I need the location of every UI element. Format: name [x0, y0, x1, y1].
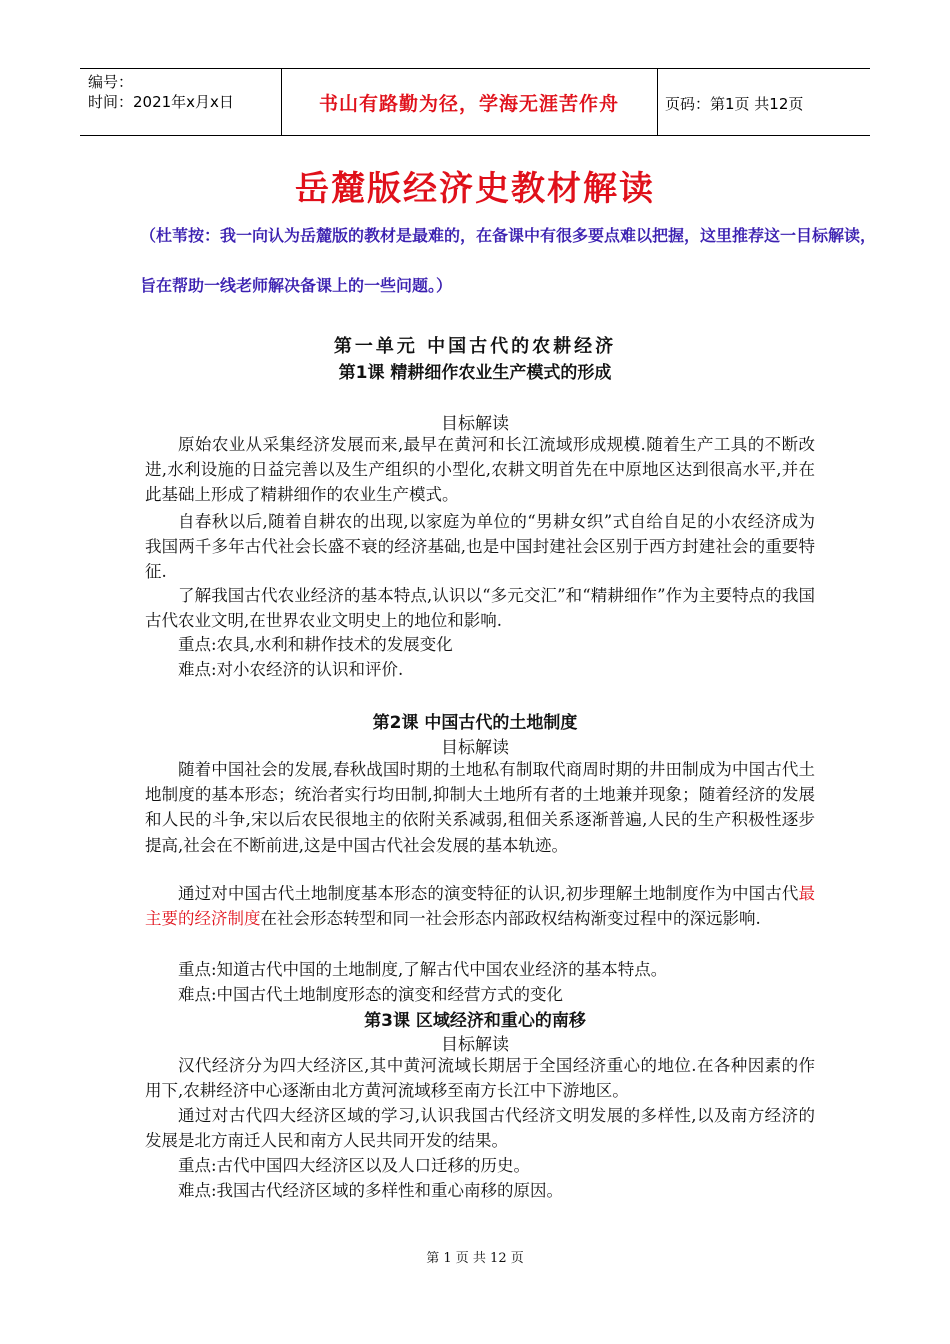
lesson-3-key-point: 重点:古代中国四大经济区以及人口迁移的历史。	[178, 1156, 531, 1175]
editor-note-line-2: 旨在帮助一线老师解决备课上的一些问题。）	[140, 276, 453, 295]
editor-note-line-1: （杜苇按：我一向认为岳麓版的教材是最难的，在备课中有很多要点难以把握，这里推荐这一目标解读，	[140, 226, 877, 245]
lesson-1-key-point: 重点:农具,水利和耕作技术的发展变化	[178, 635, 453, 654]
page-info: 页码：第1页 共12页	[665, 95, 804, 113]
lesson-1-para-1: 原始农业从采集经济发展而来,最早在黄河和长江流域形成规模.随着生产工具的不断改进,水利设施的日益完善以及生产组织的小型化,农耕文明首先在中原地区达到很高水平,并在此基础上形成了精耕细作的农业生产模式。	[145, 435, 815, 505]
lesson-3-title: 第3课 区域经济和重心的南移	[364, 1011, 586, 1031]
time-label: 时间：2021年x月x日	[88, 93, 234, 111]
lesson-1-difficult-point: 难点:对小农经济的认识和评价.	[178, 660, 404, 679]
lesson-1-goal-heading: 目标解读	[441, 414, 509, 434]
lesson-2-para-2-a: 通过对中国古代土地制度基本形态的演变特征的认识,初步理解土地制度作为中国古代	[178, 884, 799, 903]
unit-title: 第一单元 中国古代的农耕经济	[333, 336, 617, 357]
lesson-3-difficult-point: 难点:我国古代经济区域的多样性和重心南移的原因。	[178, 1181, 564, 1200]
page-footer: 第 1 页 共 12 页	[426, 1251, 524, 1266]
motto: 书山有路勤为径，学海无涯苦作舟	[318, 93, 619, 115]
lesson-1-para-2: 自春秋以后,随着自耕农的出现,以家庭为单位的“男耕女织”式自给自足的小农经济成为我国两千多年古代社会长盛不衰的经济基础,也是中国封建社会区别于西方封建社会的重要特征.	[145, 512, 815, 582]
lesson-2-goal-heading: 目标解读	[441, 738, 509, 758]
header-left-cell	[80, 69, 282, 135]
header-right-cell	[657, 69, 870, 135]
header-center-cell	[281, 69, 658, 135]
lesson-2-para-1: 随着中国社会的发展,春秋战国时期的土地私有制取代商周时期的井田制成为中国古代土地制度的基本形态；统治者实行均田制,抑制大土地所有者的土地兼并现象；随着经济的发展和人民的斗争,宋以后农民很地主的依附关系减弱,租佃关系逐渐普遍,人民的生产积极性逐步提高,社会在不断前进,这是中国古代社会发展的基本轨迹。	[145, 760, 815, 855]
lesson-3-para-1: 汉代经济分为四大经济区,其中黄河流域长期居于全国经济重心的地位.在各种因素的作用下,农耕经济中心逐渐由北方黄河流域移至南方长江中下游地区。	[145, 1056, 815, 1101]
lesson-3-goal-heading: 目标解读	[441, 1035, 509, 1055]
lesson-2-difficult-point: 难点:中国古代土地制度形态的演变和经营方式的变化	[178, 985, 564, 1004]
page-title: 岳麓版经济史教材解读	[295, 169, 655, 209]
lesson-2-para-2	[145, 881, 815, 931]
number-label: 编号：	[88, 73, 134, 91]
lesson-1-para-3: 了解我国古代农业经济的基本特点,认识以“多元交汇”和“精耕细作”作为主要特点的我国古代农业文明,在世界农业文明史上的地位和影响.	[145, 586, 815, 631]
lesson-2-key-point: 重点:知道古代中国的土地制度,了解古代中国农业经济的基本特点。	[178, 960, 668, 979]
lesson-2-para-2-b: 在社会形态转型和同一社会形态内部政权结构渐变过程中的深远影响.	[260, 909, 761, 929]
highlight-main-economic-system: 最主要的经济制度	[145, 884, 815, 929]
lesson-1-title: 第1课 精耕细作农业生产模式的形成	[338, 363, 612, 383]
header-table	[80, 68, 870, 136]
lesson-3-para-2: 通过对古代四大经济区域的学习,认识我国古代经济文明发展的多样性,以及南方经济的发展是北方南迁人民和南方人民共同开发的结果。	[145, 1106, 815, 1151]
lesson-2-title: 第2课 中国古代的土地制度	[372, 713, 578, 733]
